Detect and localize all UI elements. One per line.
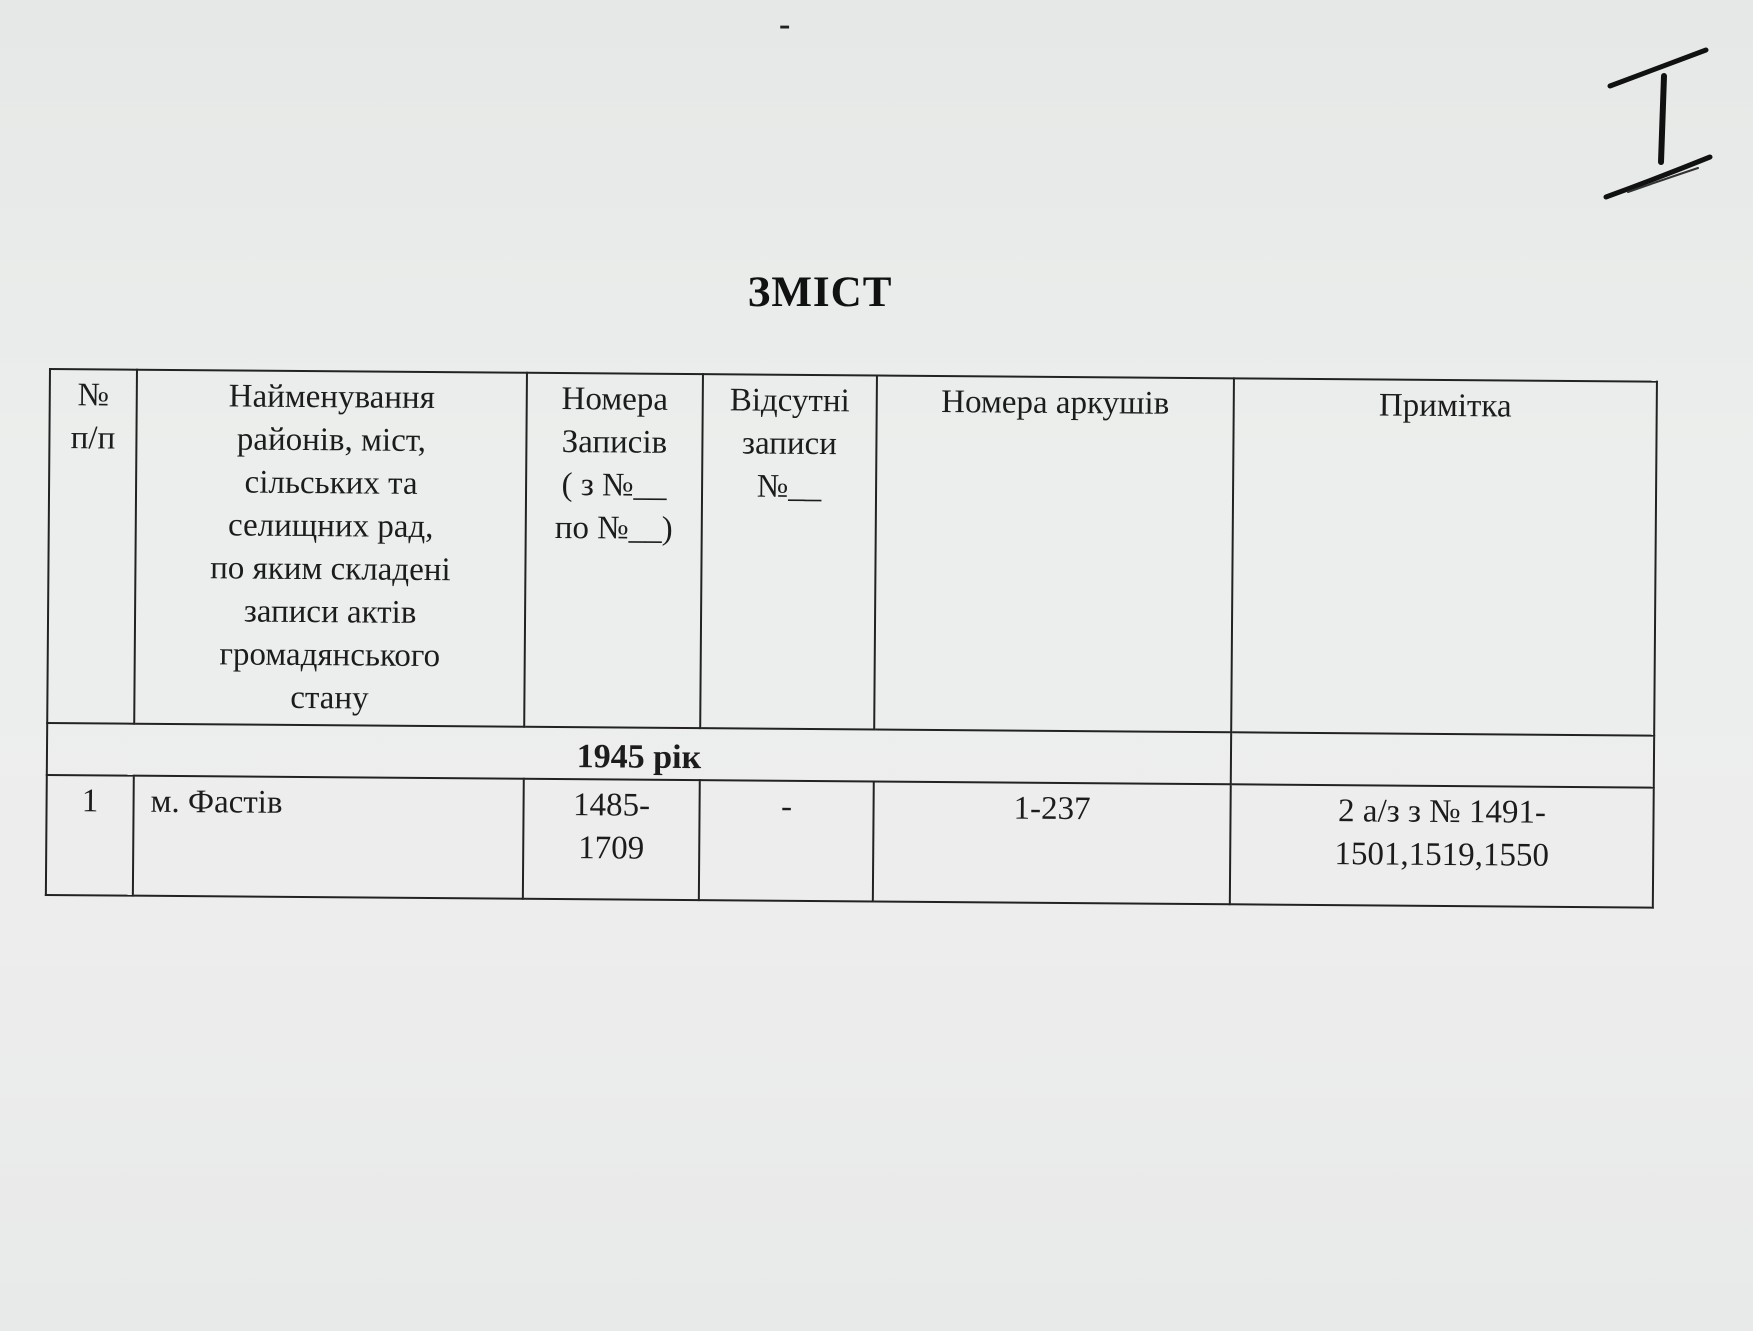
header-name-line: Найменування [228,378,435,417]
header-number-line: № [77,377,110,414]
header-name-line: записи актів [243,593,417,631]
header-records-line: Записів [561,424,668,461]
row-records-cell [523,779,700,900]
header-records-line: Номера [561,381,669,418]
header-missing-line: №__ [756,468,822,506]
header-sheets-line: Номера аркушів [941,384,1170,422]
header-records-line: ( з №__ [561,467,667,504]
header-name-line: селищних рад, [227,507,434,546]
header-note-line: Примітка [1378,387,1512,425]
row-note-cell [1230,784,1654,907]
header-records-line: по №__) [554,509,673,547]
header-sheets-cell [874,376,1234,733]
row-records-line: 1485- [572,787,651,824]
header-name-line: громадянського [219,636,441,675]
year-empty-cell [1231,732,1654,787]
contents-table [45,368,1658,909]
row-note-line: 1501,1519,1550 [1334,836,1550,874]
header-name-cell [134,370,527,727]
row-sheets-cell: 1-237 [873,781,1231,904]
header-number-line: п/п [70,420,116,457]
header-missing-line: Відсутні [729,382,850,420]
row-number-cell: 1 [46,775,134,896]
document-title: ЗМІСТ [747,269,893,316]
header-note-cell [1231,378,1657,735]
header-missing-line: записи [741,425,838,463]
row-records-line: 1709 [578,830,645,867]
header-records-cell [524,373,703,728]
header-missing-cell [700,374,877,729]
header-name-line: районів, міст, [236,421,427,459]
row-name-cell: м. Фастів [133,776,524,899]
handwritten-roman-numeral-mark [1598,40,1718,210]
header-name-line: стану [290,679,369,717]
table-header-row [47,369,1657,736]
header-number-cell [47,369,137,724]
header-name-line: сільських та [244,464,418,502]
top-dash-mark: - [779,6,791,43]
header-name-line: по яким складені [210,550,451,589]
row-note-line: 2 а/з з № 1491- [1337,793,1547,831]
year-label-cell: 1945 рік [47,723,1231,784]
table-row [46,775,1654,908]
row-missing-cell: - [699,780,874,901]
